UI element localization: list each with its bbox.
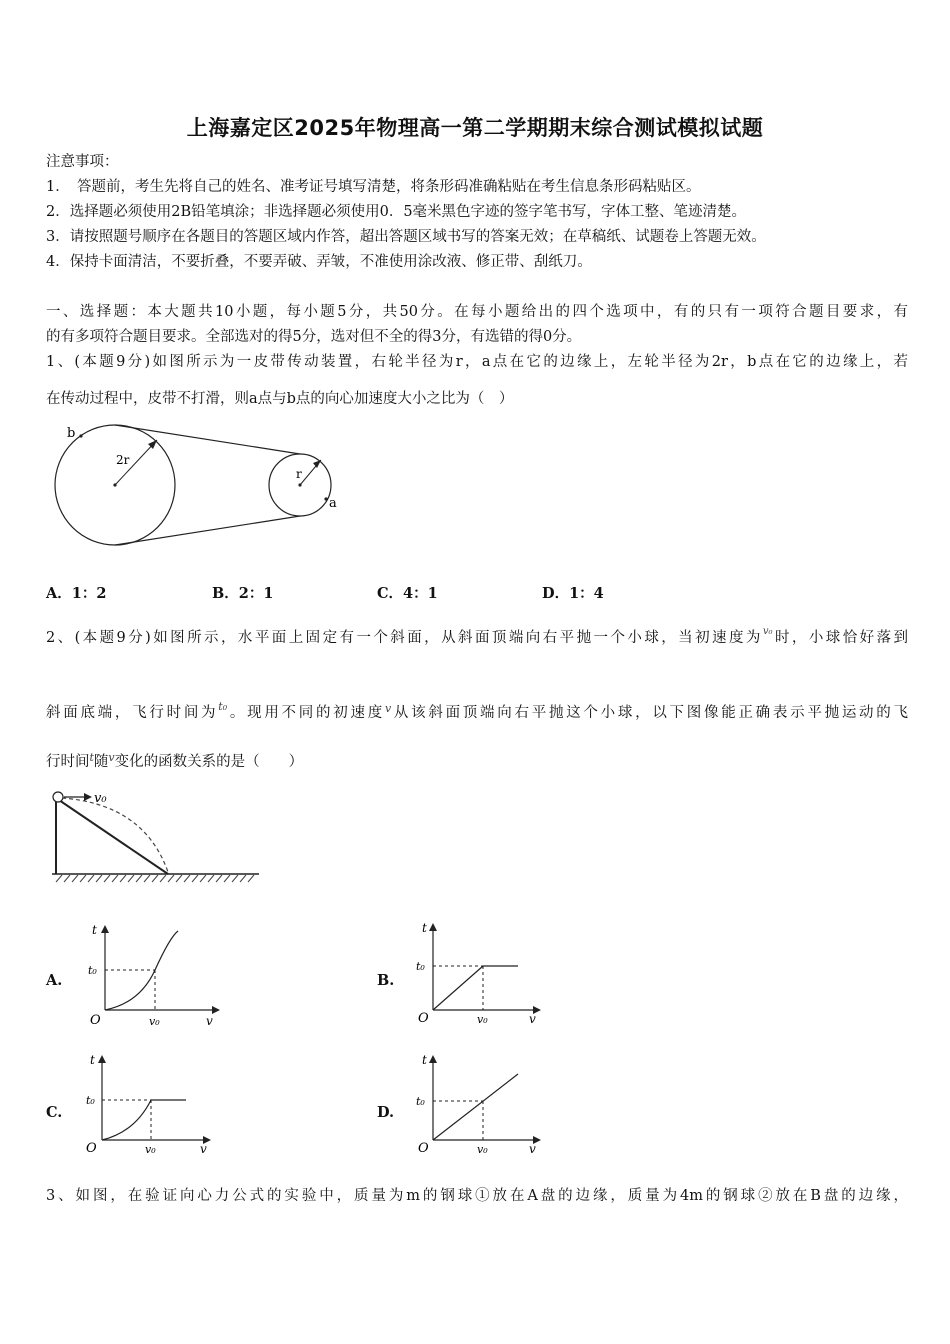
q1-line2: 在传动过程中，皮带不打滑，则a点与b点的向心加速度大小之比为（ ） bbox=[46, 391, 514, 407]
page-title: 上海嘉定区2025年物理高一第二学期期末综合测试模拟试题 bbox=[186, 116, 764, 140]
q2-line1-text-a: 2、(本题9分)如图所示，水平面上固定有一个斜面，从斜面顶端向右平抛一个小球，当初速度为 bbox=[46, 630, 763, 646]
q2-symbol-v-2: v bbox=[108, 751, 115, 764]
q2-line3-text-b: 随 bbox=[93, 754, 109, 770]
graph-a bbox=[80, 918, 230, 1030]
belt-drive-figure bbox=[40, 418, 360, 558]
graph-d-v0: v₀ bbox=[477, 1143, 488, 1156]
q2-line2 bbox=[46, 700, 909, 724]
q2-symbol-t0: t₀ bbox=[218, 700, 228, 713]
incline-figure bbox=[44, 786, 264, 886]
q2-line3-text-a: 行时间 bbox=[46, 754, 90, 770]
q2-line3-text-c: 变化的函数关系的是（ ） bbox=[114, 754, 304, 770]
graph-d-axis-t: t bbox=[422, 1053, 427, 1067]
q2-line3 bbox=[46, 752, 908, 773]
q2-option-b-label[interactable]: B. bbox=[377, 972, 395, 989]
graph-b-t0: t₀ bbox=[416, 960, 425, 973]
graph-b-axis-v: v bbox=[529, 1012, 536, 1026]
q2-line2-text-c: 从该斜面顶端向右平抛这个小球，以下图像能正确表示平抛运动的飞 bbox=[391, 705, 909, 721]
graph-a-axis-t: t bbox=[92, 923, 97, 937]
label-r: r bbox=[296, 467, 302, 481]
q2-option-d-label[interactable]: D. bbox=[377, 1104, 395, 1121]
graph-d bbox=[410, 1048, 560, 1160]
graph-d-axis-v: v bbox=[529, 1142, 536, 1156]
graph-b-origin: O bbox=[418, 1011, 429, 1026]
q1-option-c[interactable]: C．4：1 bbox=[377, 585, 438, 602]
graph-c-v0: v₀ bbox=[145, 1143, 156, 1156]
graph-a-origin: O bbox=[90, 1013, 101, 1028]
q2-line2-text-a: 斜面底端，飞行时间为 bbox=[46, 705, 219, 721]
q2-option-a-label[interactable]: A. bbox=[46, 972, 63, 989]
section1-line2: 的有多项符合题目要求。全部选对的得5分，选对但不全的得3分，有选错的得0分。 bbox=[46, 329, 582, 345]
label-b: b bbox=[67, 426, 76, 441]
notice-item-1: 1． 答题前，考生先将自己的姓名、准考证号填写清楚，将条形码准确粘贴在考生信息条形码粘贴区。 bbox=[46, 179, 701, 195]
graph-d-origin: O bbox=[418, 1141, 429, 1156]
q2-line1 bbox=[46, 628, 908, 650]
q1-option-a[interactable]: A．1：2 bbox=[46, 585, 107, 602]
graph-c-axis-v: v bbox=[200, 1142, 207, 1156]
graph-a-t0: t₀ bbox=[88, 964, 97, 977]
q2-option-c-label[interactable]: C. bbox=[46, 1104, 63, 1121]
graph-c bbox=[80, 1048, 230, 1160]
section1-line1: 一、选择题：本大题共10小题，每小题5分，共50分。在每小题给出的四个选项中，有的只有一项符合题目要求，有 bbox=[46, 304, 908, 320]
graph-c-axis-t: t bbox=[90, 1053, 95, 1067]
q2-line2-text-b: 。现用不同的初速度 bbox=[227, 705, 385, 721]
q1-line1: 1、(本题9分)如图所示为一皮带传动装置，右轮半径为r，a点在它的边缘上，左轮半径为2r，b点在它的边缘上，若 bbox=[46, 354, 908, 370]
q2-line1-text-b: 时，小球恰好落到 bbox=[772, 630, 909, 646]
notice-item-2: 2．选择题必须使用2B铅笔填涂；非选择题必须使用0．5毫米黑色字迹的签字笔书写，字体工整、笔迹清楚。 bbox=[46, 204, 747, 220]
notice-heading: 注意事项： bbox=[46, 154, 119, 170]
graph-c-t0: t₀ bbox=[86, 1094, 95, 1107]
notice-item-3: 3．请按照题号顺序在各题目的答题区域内作答，超出答题区域书写的答案无效；在草稿纸、试题卷上答题无效。 bbox=[46, 229, 766, 245]
notice-item-4: 4．保持卡面清洁，不要折叠，不要弄破、弄皱，不准使用涂改液、修正带、刮纸刀。 bbox=[46, 254, 592, 270]
graph-b-axis-t: t bbox=[422, 921, 427, 935]
graph-a-v0: v₀ bbox=[149, 1015, 160, 1028]
graph-b bbox=[410, 918, 560, 1030]
q2-symbol-v0: v₀ bbox=[762, 626, 773, 637]
graph-b-v0: v₀ bbox=[477, 1013, 488, 1026]
graph-a-axis-v: v bbox=[206, 1014, 213, 1028]
q3-line1: 3、如图，在验证向心力公式的实验中，质量为m的钢球①放在A盘的边缘，质量为4m的钢球②放在B盘的边缘， bbox=[46, 1188, 908, 1204]
q2-symbol-t: t bbox=[89, 751, 94, 764]
incline-v0-label: v₀ bbox=[94, 791, 107, 806]
q2-symbol-v: v bbox=[384, 702, 392, 715]
label-a: a bbox=[329, 496, 337, 511]
graph-d-t0: t₀ bbox=[416, 1095, 425, 1108]
q1-option-d[interactable]: D．1：4 bbox=[542, 585, 604, 602]
label-2r: 2r bbox=[116, 453, 130, 467]
graph-c-origin: O bbox=[86, 1141, 97, 1156]
q1-option-b[interactable]: B．2：1 bbox=[212, 585, 274, 602]
